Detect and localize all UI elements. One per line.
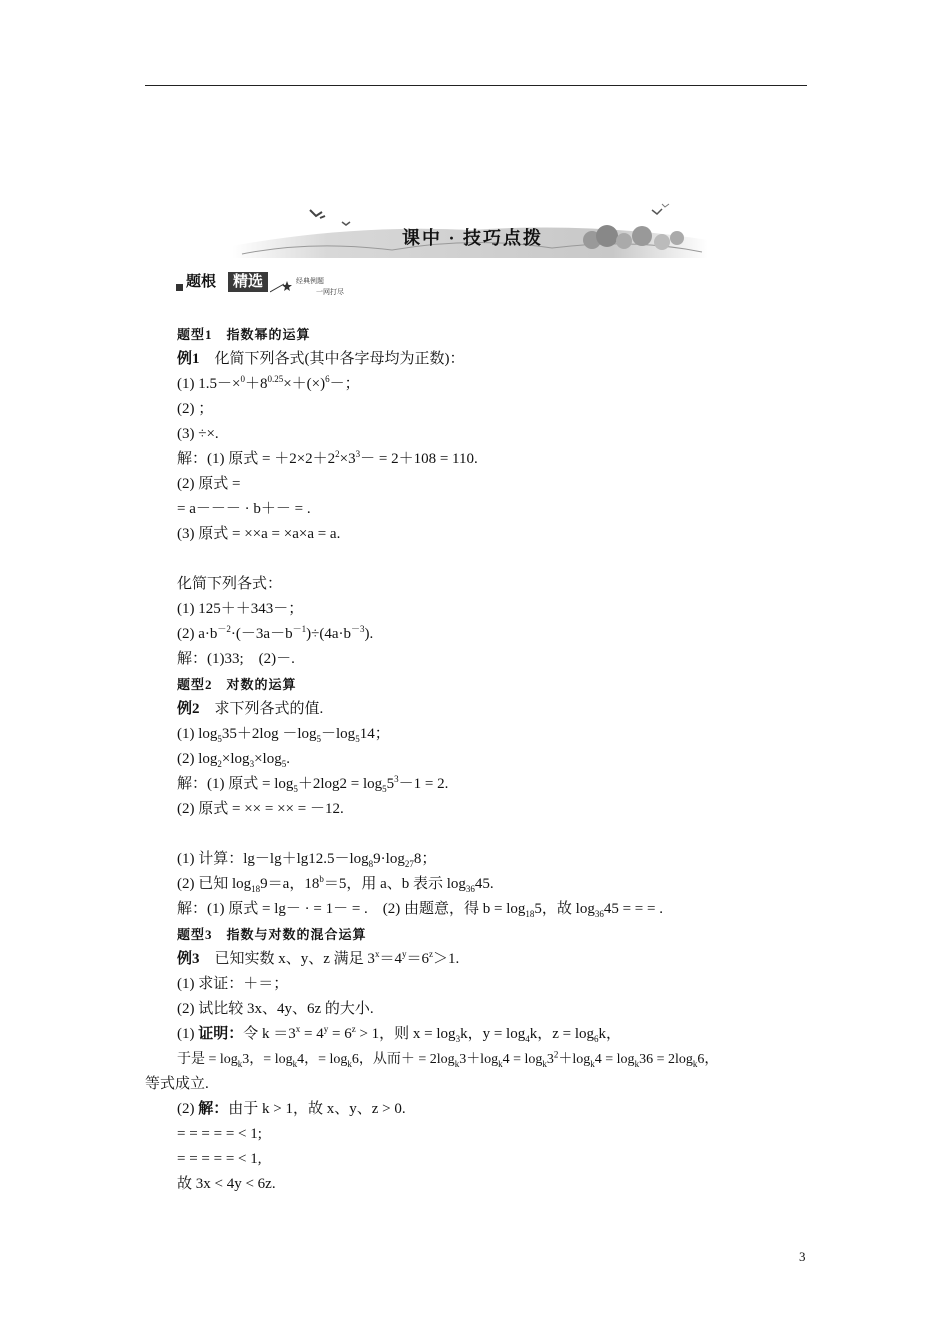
text-line: (1) $1.5-\times^0+8^{0.25}\times+(\times)^6-$； — [177, 374, 360, 392]
tag-subtitle-1: 经典例题 — [296, 277, 324, 285]
text-line: (3) 原式 = ××a = ×a×a = a. — [177, 526, 341, 542]
text-line: 故 3x < 4y < 6z. — [177, 1176, 276, 1192]
text-line: (1) $\log_535+2\log -\log_5-\log_514$； — [177, 726, 390, 744]
text-line: (2) 试比较 3x、4y、6z 的大小. — [177, 1001, 374, 1017]
text-line: (2) $a\cdot b^{-2}\cdot(-3a-b^{-1})\div(4a\cdot b^{-3})$. — [177, 624, 374, 642]
example-1: 例1 化简下列各式(其中各字母均为正数)： — [177, 351, 465, 367]
solution-line: 解：(1)33; (2)－. — [177, 651, 295, 667]
spacer — [145, 822, 807, 847]
heading-type-2: 题型2 对数的运算 — [177, 677, 297, 692]
solution-line: (2) 解：由于 k > 1，故 x、y、z > 0. — [177, 1101, 406, 1117]
text-line: 等式成立. — [145, 1076, 209, 1092]
heading-type-3: 题型3 指数与对数的混合运算 — [177, 927, 367, 942]
proof-line: (1) 证明：令 $k =3^x = 4^y = 6^z > 1$，则 $x = \log_3k$，$y = \log_4k$，$z = \log_6k$， — [177, 1024, 622, 1044]
example-2: 例2 求下列各式的值. — [177, 701, 324, 717]
star-arrow-icon — [270, 280, 294, 294]
solution-line: 解：(1) 原式 = lg－ · = 1－ = . (2) 由题意，得 $b = \log_{18}5$，故 $\log_{36}45$ = = = . — [177, 901, 663, 919]
text-line: (3) ÷×. — [177, 426, 219, 442]
text-line: = a－－－ · b＋－ = . — [177, 501, 311, 517]
text-line: (1) 125＋＋343－； — [177, 601, 304, 617]
text-line: (1) 求证：＋＝； — [177, 976, 289, 992]
heading-type-1: 题型1 指数幂的运算 — [177, 327, 311, 342]
proof-line: 于是 = $\log_k3$，= $\log_k4$，= $\log_k6$，从而＋ = $2\log_k3+\log_k4 = \log_k3^2+\log_k4 = \log_k36 = 2\log_k6$， — [177, 1049, 719, 1069]
text-line: = = = = = < 1; — [177, 1126, 262, 1142]
tag-left-label: 题根 — [186, 274, 217, 290]
document-body — [145, 322, 807, 1197]
text-line: = = = = = < 1, — [177, 1151, 262, 1167]
example-3: 例3 已知实数 x、y、z 满足 $3^x=4^y=6^z>1$. — [177, 949, 460, 967]
solution-line: 解：(1) 原式 = $\log_5+2\log 2 = \log_55^3-1 = 2$. — [177, 774, 449, 794]
header-rule — [145, 85, 807, 86]
text-line: (2) 已知 $\log_{18}9=a$，$18^b=5$，用 a、b 表示 $\log_{36}45$. — [177, 874, 494, 894]
page-number: 3 — [799, 1249, 806, 1264]
tag-right-label: 精选 — [228, 272, 268, 292]
square-bullet-icon — [176, 284, 183, 291]
text-line: (2) ； — [177, 401, 214, 417]
text-line: 化简下列各式： — [177, 576, 283, 592]
text-line: (2) $\log_2\times\log_3\times\log_5$. — [177, 751, 290, 769]
section-title: 课中 · 技巧点拨 — [402, 228, 544, 248]
text-line: (2) 原式 = — [177, 476, 241, 492]
text-line: (2) 原式 = ×× = ×× = －12. — [177, 801, 344, 817]
text-line: (1) 计算：$\lg-\lg+\lg 12.5-\log_89\cdot\log_{27}8$； — [177, 851, 437, 869]
tag-subtitle-2: 一网打尽 — [316, 288, 344, 296]
solution-line: 解：(1) 原式 = $+2\times 2+2^2\times 3^3- = 2+108 = 110$. — [177, 449, 478, 467]
spacer — [145, 547, 807, 572]
